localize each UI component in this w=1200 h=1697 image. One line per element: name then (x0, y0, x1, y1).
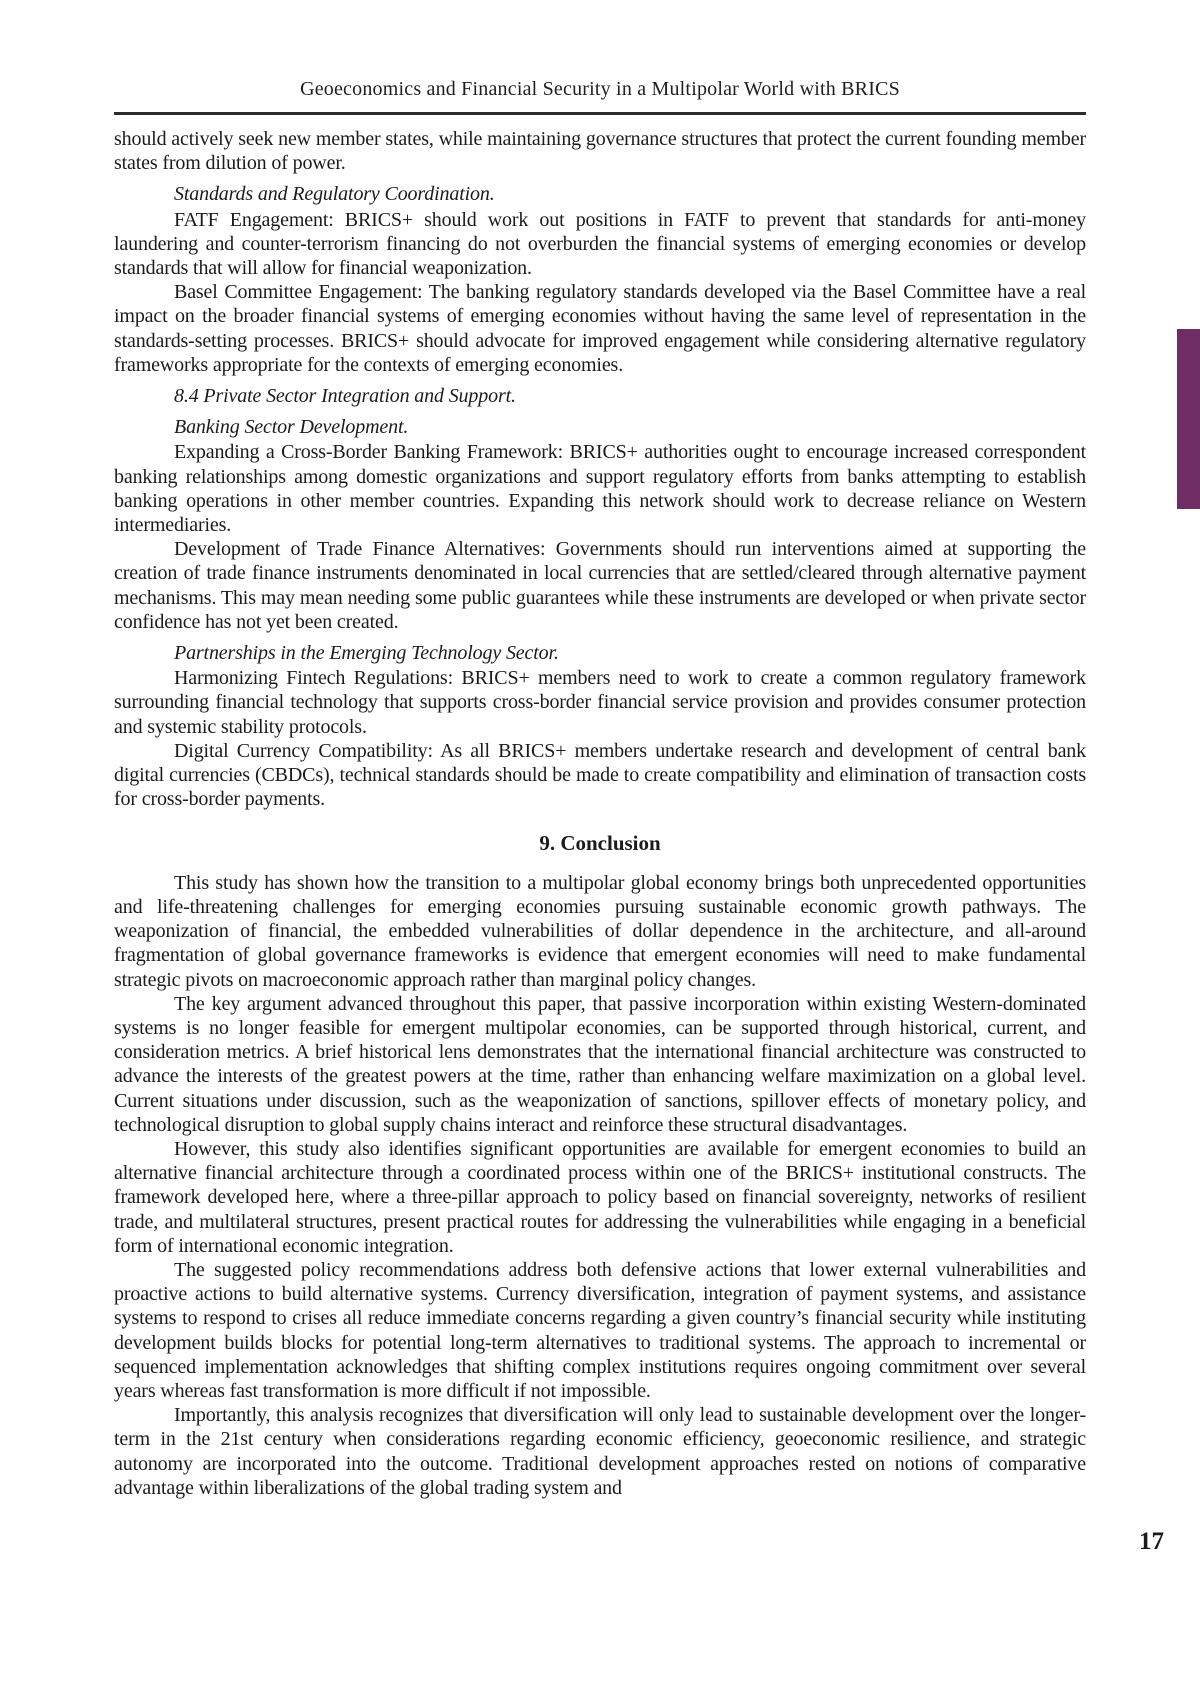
paragraph-cross-border-banking-framework: Expanding a Cross-Border Banking Framework: BRICS+ authorities ought to encourage increased correspondent banking relationships among domestic organizations and support regulatory efforts from banks attempting to establish banking operations in other member countries. Expanding this network should work to decrease reliance on Western intermediaries. (114, 441, 1086, 537)
page-number: 17 (1139, 1528, 1164, 1555)
paragraph-membership-continued: should actively seek new member states, while maintaining governance structures that protect the current founding member states from dilution of power. (114, 128, 1086, 175)
subheading-banking-sector-development: Banking Sector Development. (174, 416, 409, 439)
paragraph-fatf-engagement: FATF Engagement: BRICS+ should work out positions in FATF to prevent that standards for anti-money laundering and counter-terrorism financing do not overburden the financial systems of emerging economies or develop standards that will allow for financial weaponization. (114, 208, 1086, 280)
paragraph-basel-committee-engagement: Basel Committee Engagement: The banking regulatory standards developed via the Basel Committee have a real impact on the broader financial systems of emerging economies without having the same level of representation in the standards-setting processes. BRICS+ should advocate for improved engagement while considering alternative regulatory frameworks appropriate for the contexts of emerging economies. (114, 281, 1086, 376)
running-header (114, 78, 1086, 115)
article-body (114, 127, 1086, 1500)
subheading-standards-regulatory-coordination: Standards and Regulatory Coordination. (174, 183, 495, 206)
paragraph-conclusion-importantly: Importantly, this analysis recognizes that diversification will only lead to sustainable development over the longer-term in the 21st century when considerations regarding economic efficiency, geoeconomic resilience, and strategic autonomy are incorporated into the outcome. Traditional development approaches rested on notions of comparative advantage within liberalizations of the global trading system and (114, 1404, 1086, 1499)
paragraph-conclusion-opportunities: However, this study also identifies significant opportunities are available for emergent economies to build an alternative financial architecture through a coordinated process within one of the BRICS+ institutional constructs. The framework developed here, where a three-pillar approach to policy based on financial sovereignty, networks of resilient trade, and multilateral structures, present practical routes for addressing the vulnerabilities while engaging in a beneficial form of international economic integration. (114, 1137, 1086, 1257)
accent-bar (1177, 329, 1200, 509)
running-header-title: Geoeconomics and Financial Security in a Multipolar World with BRICS (300, 78, 900, 100)
paragraph-harmonizing-fintech-regulations: Harmonizing Fintech Regulations: BRICS+ members need to work to create a common regulatory framework surrounding financial technology that supports cross-border financial service provision and provides consumer protection and systemic stability protocols. (114, 667, 1086, 738)
header-rule (114, 112, 1086, 115)
paragraph-conclusion-key-argument: The key argument advanced throughout this paper, that passive incorporation within existing Western-dominated systems is no longer feasible for emergent multipolar economies, can be supported through historical, current, and consideration metrics. A brief historical lens demonstrates that the international financial architecture was constructed to advance the interests of the greatest powers at the time, rather than enhancing welfare maximization on a global level. Current situations under discussion, such as the weaponization of sanctions, spillover effects of monetary policy, and technological disruption to global supply chains interact and reinforce these structural disadvantages. (114, 992, 1086, 1136)
subheading-private-sector-integration: 8.4 Private Sector Integration and Support. (174, 385, 516, 408)
paragraph-digital-currency-compatibility: Digital Currency Compatibility: As all BRICS+ members undertake research and development of central bank digital currencies (CBDCs), technical standards should be made to create compatibility and elimination of transaction costs for cross-border payments. (114, 739, 1086, 811)
section-heading-conclusion: 9. Conclusion (539, 831, 661, 856)
paragraph-trade-finance-alternatives: Development of Trade Finance Alternatives: Governments should run interventions aimed at supporting the creation of trade finance instruments denominated in local currencies that are settled/cleared through alternative payment mechanisms. This may mean needing some public guarantees while these instruments are developed or when private sector confidence has not yet been created. (114, 538, 1086, 633)
paragraph-conclusion-study-shown: This study has shown how the transition to a multipolar global economy brings both unprecedented opportunities and life-threatening challenges for emerging economies pursuing sustainable economic growth pathways. The weaponization of financial, the embedded vulnerabilities of dollar dependence in the architecture, and all-around fragmentation of global governance frameworks is evidence that emergent economies will need to make fundamental strategic pivots on macroeconomic approach rather than marginal policy changes. (114, 871, 1086, 991)
subheading-emerging-technology-partnerships: Partnerships in the Emerging Technology Sector. (174, 642, 559, 665)
paragraph-conclusion-policy-recommendations: The suggested policy recommendations address both defensive actions that lower external vulnerabilities and proactive actions to build alternative systems. Currency diversification, integration of payment systems, and assistance systems to respond to crises all reduce immediate concerns regarding a given country’s financial security while instituting development builds blocks for potential long-term alternatives to traditional systems. The approach to incremental or sequenced implementation acknowledges that shifting complex institutions requires ongoing commitment over several years whereas fast transformation is more difficult if not impossible. (114, 1258, 1086, 1402)
